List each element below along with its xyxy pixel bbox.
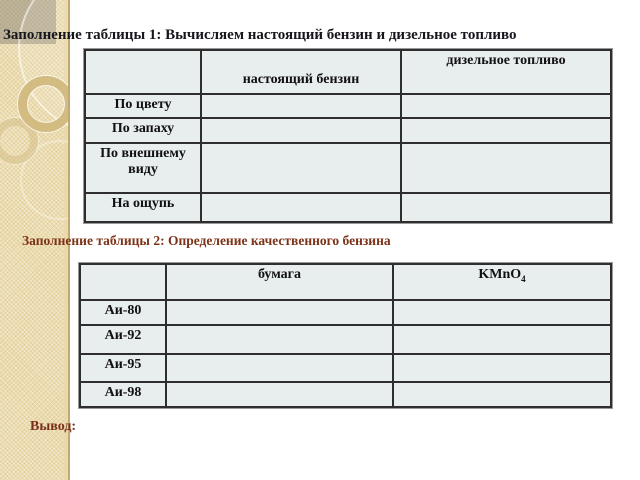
table-2-row-label-ai92: Аи-92: [80, 325, 166, 354]
table-cell-empty: [401, 143, 611, 193]
table-row: [85, 143, 611, 193]
table-2-row-label-ai98: Аи-98: [80, 382, 166, 407]
table-cell-empty: [201, 94, 401, 118]
table-1-header-diesel: дизельное топливо: [401, 50, 611, 94]
table-cell-empty: [401, 193, 611, 222]
table-cell-empty: [166, 354, 393, 382]
table-1-row-label-smell: По запаху: [85, 118, 201, 143]
table-row: [80, 354, 611, 382]
table-row: [80, 325, 611, 354]
table-cell-empty: [393, 354, 611, 382]
table-row: [85, 193, 611, 222]
table-cell-empty: [393, 325, 611, 354]
table-cell-empty: [166, 382, 393, 407]
table-1-row-label-touch: На ощупь: [85, 193, 201, 222]
heading-table1: Заполнение таблицы 1: Вычисляем настоящий бензин и дизельное топливо: [3, 27, 517, 43]
table-cell-empty: [401, 118, 611, 143]
table-cell-empty: [393, 382, 611, 407]
table-cell-empty: [166, 325, 393, 354]
table-cell-empty: [401, 94, 611, 118]
heading-table2: Заполнение таблицы 2: Определение качественного бензина: [22, 233, 391, 248]
table-cell-empty: [201, 143, 401, 193]
kmno4-subscript: 4: [521, 273, 526, 284]
table-1-row-label-appearance: По внешнему виду: [85, 143, 201, 193]
table-row: [85, 94, 611, 118]
table-2: [79, 263, 612, 408]
table-cell-empty: [201, 193, 401, 222]
table-1-header-row: [85, 50, 611, 94]
conclusion-label: Вывод:: [30, 419, 77, 434]
table-2-header-row: [80, 264, 611, 300]
table-row: [85, 118, 611, 143]
table-cell-empty: [393, 300, 611, 325]
table-2-header-empty: [80, 264, 166, 300]
table-1: [84, 49, 612, 223]
table-1-header-empty: [85, 50, 201, 94]
ring-decor: [18, 76, 70, 132]
table-2-row-label-ai95: Аи-95: [80, 354, 166, 382]
table-1-row-label-color: По цвету: [85, 94, 201, 118]
table-1-header-benzin: настоящий бензин: [201, 50, 401, 94]
table-cell-empty: [166, 300, 393, 325]
table-2-header-paper: бумага: [166, 264, 393, 300]
table-row: [80, 382, 611, 407]
kmno4-formula: KMnO: [478, 267, 522, 282]
table-2-row-label-ai80: Аи-80: [80, 300, 166, 325]
table-2-header-kmno4: [393, 264, 611, 300]
table-row: [80, 300, 611, 325]
table-cell-empty: [201, 118, 401, 143]
